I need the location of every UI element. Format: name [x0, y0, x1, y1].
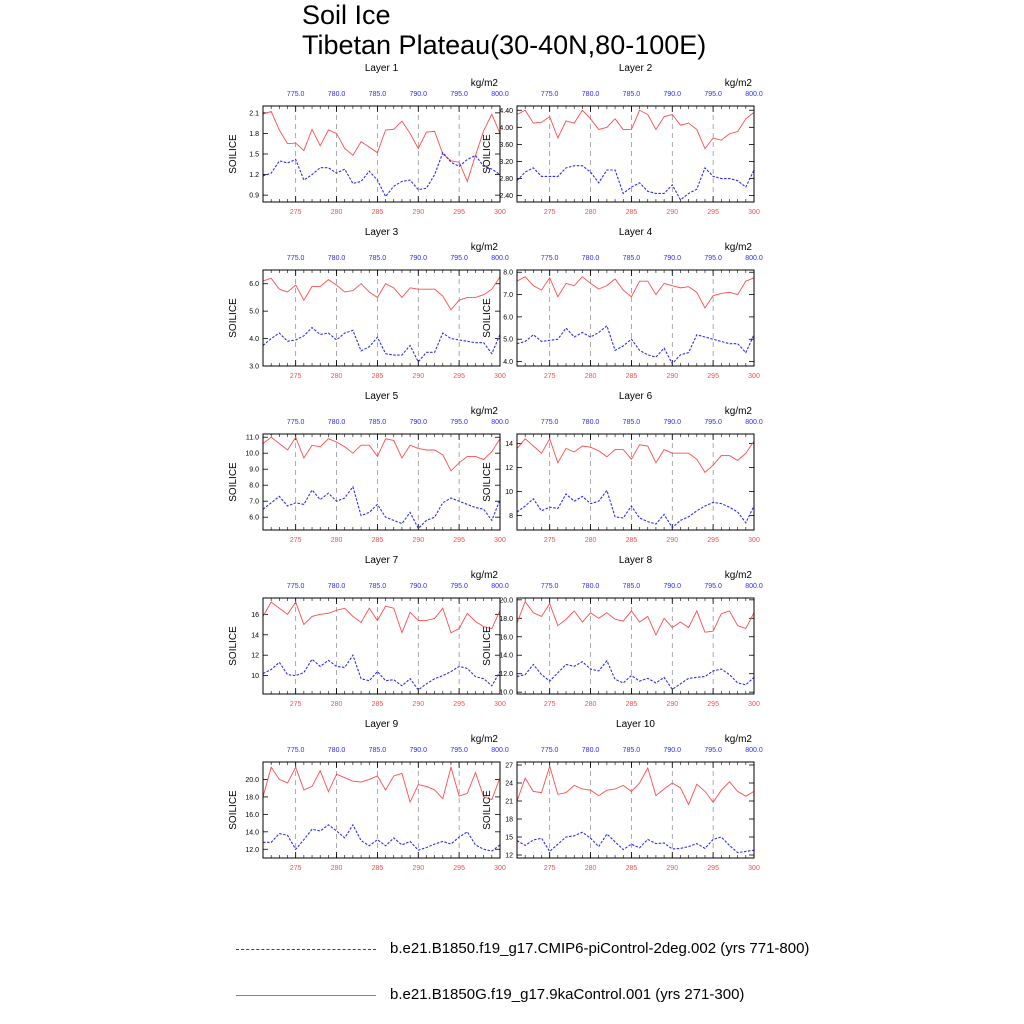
x-top-tick-label: 800.0: [745, 255, 763, 262]
x-top-tick-label: 795.0: [450, 747, 468, 754]
panel-title: Layer 9: [364, 719, 399, 730]
x-top-tick-label: 775.0: [286, 91, 305, 98]
y-tick-label: 6.0: [249, 281, 259, 289]
y-tick-label: 16: [251, 611, 259, 619]
x-tick-label: 280: [584, 865, 597, 872]
x-tick-label: 295: [453, 373, 465, 380]
panel-units: kg/m2: [724, 78, 752, 89]
x-top-tick-label: 780.0: [581, 583, 600, 590]
y-axis-label: SOILICE: [228, 462, 239, 502]
x-top-tick-label: 790.0: [663, 255, 682, 262]
x-tick-label: 275: [289, 373, 302, 380]
series-line-9kaControl: [263, 437, 500, 471]
y-tick-label: 4.40: [499, 107, 513, 115]
y-tick-label: 12.0: [245, 846, 259, 854]
series-line-piControl: [263, 655, 500, 690]
plot-frame: [263, 270, 500, 366]
x-top-tick-label: 795.0: [704, 255, 722, 262]
x-tick-label: 300: [748, 865, 760, 872]
y-axis-label: SOILICE: [228, 134, 239, 174]
panel-title: Layer 4: [618, 227, 653, 238]
x-top-tick-label: 775.0: [540, 255, 559, 262]
x-top-tick-label: 800.0: [745, 91, 763, 98]
x-tick-label: 290: [412, 373, 425, 380]
y-tick-label: 10.0: [499, 689, 513, 697]
x-top-tick-label: 780.0: [327, 747, 346, 754]
y-axis-label: SOILICE: [482, 298, 493, 338]
panel-title: Layer 1: [364, 63, 399, 74]
y-axis-label: SOILICE: [482, 134, 493, 174]
series-line-9kaControl: [517, 766, 754, 804]
series-line-piControl: [517, 661, 754, 690]
x-tick-label: 300: [494, 209, 506, 216]
series-line-9kaControl: [517, 277, 754, 308]
x-tick-label: 290: [412, 865, 425, 872]
x-top-tick-label: 790.0: [409, 91, 428, 98]
x-top-tick-label: 775.0: [540, 419, 559, 426]
x-top-tick-label: 785.0: [622, 255, 641, 262]
y-axis-label: SOILICE: [482, 790, 493, 830]
x-tick-label: 285: [371, 537, 384, 544]
y-tick-label: 14.0: [499, 652, 513, 660]
x-tick-label: 295: [453, 209, 465, 216]
x-top-tick-label: 800.0: [491, 91, 509, 98]
x-tick-label: 290: [412, 209, 425, 216]
x-tick-label: 295: [707, 537, 719, 544]
panel-title: Layer 7: [364, 555, 399, 566]
y-tick-label: 14: [505, 441, 513, 449]
x-tick-label: 280: [330, 209, 343, 216]
x-tick-label: 275: [543, 701, 556, 708]
series-line-9kaControl: [263, 111, 500, 181]
y-tick-label: 14: [251, 632, 259, 640]
y-tick-label: 5.0: [249, 308, 259, 316]
x-tick-label: 285: [625, 865, 638, 872]
x-tick-label: 290: [666, 701, 679, 708]
x-tick-label: 280: [330, 701, 343, 708]
y-tick-label: 2.40: [499, 193, 513, 201]
x-tick-label: 275: [543, 865, 556, 872]
x-tick-label: 285: [371, 865, 384, 872]
plot-frame: [263, 598, 500, 694]
y-tick-label: 6.0: [503, 314, 513, 322]
y-tick-label: 14.0: [245, 829, 259, 837]
x-tick-label: 285: [625, 373, 638, 380]
y-tick-label: 20.0: [499, 597, 513, 605]
x-top-tick-label: 800.0: [491, 747, 509, 754]
legend-blue-line: [236, 949, 376, 950]
y-tick-label: 21: [505, 798, 513, 806]
x-tick-label: 285: [625, 701, 638, 708]
x-top-tick-label: 780.0: [327, 255, 346, 262]
x-tick-label: 295: [707, 701, 719, 708]
panel-title: Layer 8: [618, 555, 653, 566]
x-tick-label: 280: [330, 373, 343, 380]
y-tick-label: 12: [251, 652, 259, 660]
x-top-tick-label: 795.0: [704, 91, 722, 98]
series-line-piControl: [517, 832, 754, 852]
panel-title: Layer 5: [364, 391, 399, 402]
x-top-tick-label: 780.0: [581, 419, 600, 426]
page-subtitle: Tibetan Plateau(30-40N,80-100E): [302, 30, 707, 60]
x-tick-label: 285: [371, 209, 384, 216]
x-tick-label: 295: [707, 209, 719, 216]
x-top-tick-label: 790.0: [409, 419, 428, 426]
x-top-tick-label: 795.0: [450, 255, 468, 262]
x-top-tick-label: 785.0: [368, 583, 387, 590]
x-tick-label: 285: [625, 537, 638, 544]
x-tick-label: 300: [494, 537, 506, 544]
x-tick-label: 300: [494, 373, 506, 380]
legend-red-line: [236, 995, 376, 996]
x-top-tick-label: 785.0: [368, 255, 387, 262]
y-tick-label: 4.0: [503, 359, 513, 367]
x-top-tick-label: 800.0: [745, 419, 763, 426]
series-line-piControl: [263, 328, 500, 362]
x-top-tick-label: 785.0: [368, 91, 387, 98]
x-top-tick-label: 775.0: [540, 583, 559, 590]
x-tick-label: 275: [289, 701, 302, 708]
x-top-tick-label: 790.0: [409, 255, 428, 262]
x-top-tick-label: 790.0: [409, 747, 428, 754]
x-tick-label: 295: [707, 865, 719, 872]
y-tick-label: 2.80: [499, 176, 513, 184]
x-top-tick-label: 775.0: [286, 419, 305, 426]
series-line-piControl: [517, 490, 754, 527]
panel-title: Layer 6: [618, 391, 653, 402]
x-top-tick-label: 785.0: [622, 747, 641, 754]
y-tick-label: 18: [505, 816, 513, 824]
x-tick-label: 295: [453, 701, 465, 708]
x-tick-label: 275: [289, 537, 302, 544]
y-tick-label: 27: [505, 762, 513, 770]
panel-units: kg/m2: [724, 570, 752, 581]
series-line-piControl: [263, 825, 500, 851]
y-tick-label: 1.8: [249, 130, 259, 138]
x-top-tick-label: 785.0: [368, 747, 387, 754]
panel-units: kg/m2: [724, 242, 752, 253]
y-tick-label: 11.0: [245, 434, 259, 442]
panel-units: kg/m2: [724, 406, 752, 417]
x-tick-label: 290: [666, 209, 679, 216]
x-top-tick-label: 795.0: [450, 583, 468, 590]
y-tick-label: 6.0: [249, 514, 259, 522]
x-tick-label: 280: [584, 537, 597, 544]
x-top-tick-label: 785.0: [622, 91, 641, 98]
x-tick-label: 300: [748, 537, 760, 544]
x-tick-label: 280: [584, 209, 597, 216]
y-axis-label: SOILICE: [482, 626, 493, 666]
y-tick-label: 1.2: [249, 172, 259, 180]
x-tick-label: 275: [543, 209, 556, 216]
x-top-tick-label: 795.0: [450, 419, 468, 426]
x-top-tick-label: 780.0: [327, 91, 346, 98]
x-top-tick-label: 775.0: [540, 747, 559, 754]
x-top-tick-label: 800.0: [491, 255, 509, 262]
x-tick-label: 300: [494, 701, 506, 708]
x-tick-label: 280: [584, 373, 597, 380]
x-tick-label: 280: [330, 537, 343, 544]
x-tick-label: 275: [289, 209, 302, 216]
x-tick-label: 275: [543, 537, 556, 544]
x-tick-label: 300: [748, 701, 760, 708]
y-axis-label: SOILICE: [228, 298, 239, 338]
panel-units: kg/m2: [470, 78, 498, 89]
x-top-tick-label: 795.0: [704, 419, 722, 426]
x-tick-label: 285: [625, 209, 638, 216]
y-tick-label: 12.0: [499, 671, 513, 679]
x-tick-label: 295: [707, 373, 719, 380]
panel-title: Layer 2: [618, 63, 653, 74]
legend-red-label: b.e21.B1850G.f19_g17.9kaControl.001 (yrs 271-300): [390, 986, 745, 1003]
y-tick-label: 12: [505, 465, 513, 473]
x-top-tick-label: 790.0: [409, 583, 428, 590]
y-tick-label: 7.0: [503, 292, 513, 300]
x-top-tick-label: 775.0: [286, 583, 305, 590]
x-tick-label: 295: [453, 537, 465, 544]
panel-units: kg/m2: [470, 406, 498, 417]
x-top-tick-label: 775.0: [540, 91, 559, 98]
x-tick-label: 300: [748, 209, 760, 216]
y-tick-label: 4.0: [249, 336, 259, 344]
x-top-tick-label: 800.0: [745, 747, 763, 754]
y-tick-label: 4.00: [499, 124, 513, 132]
y-tick-label: 24: [505, 780, 513, 788]
x-top-tick-label: 780.0: [327, 583, 346, 590]
y-tick-label: 8.0: [503, 269, 513, 277]
series-line-piControl: [517, 166, 754, 200]
x-tick-label: 290: [666, 373, 679, 380]
y-tick-label: 12: [505, 852, 513, 860]
x-top-tick-label: 790.0: [663, 419, 682, 426]
y-tick-label: 7.0: [249, 498, 259, 506]
y-tick-label: 10: [251, 673, 259, 681]
legend-blue-label: b.e21.B1850.f19_g17.CMIP6-piControl-2deg.002 (yrs 771-800): [390, 940, 810, 957]
panel-units: kg/m2: [470, 242, 498, 253]
y-tick-label: 3.0: [249, 363, 259, 371]
panel-title: Layer 3: [364, 227, 399, 238]
x-top-tick-label: 795.0: [704, 583, 722, 590]
x-tick-label: 275: [289, 865, 302, 872]
y-tick-label: 18.0: [245, 794, 259, 802]
y-tick-label: 8: [509, 513, 513, 521]
y-axis-label: SOILICE: [482, 462, 493, 502]
x-top-tick-label: 775.0: [286, 747, 305, 754]
y-tick-label: 1.5: [249, 151, 259, 159]
y-tick-label: 2.1: [249, 110, 259, 118]
y-tick-label: 5.0: [503, 336, 513, 344]
panel-units: kg/m2: [724, 734, 752, 745]
series-line-9kaControl: [263, 602, 500, 633]
panel-title: Layer 10: [616, 719, 655, 730]
x-top-tick-label: 795.0: [450, 91, 468, 98]
y-tick-label: 9.0: [249, 466, 259, 474]
x-tick-label: 295: [453, 865, 465, 872]
x-top-tick-label: 800.0: [491, 583, 509, 590]
y-axis-label: SOILICE: [228, 790, 239, 830]
y-axis-label: SOILICE: [228, 626, 239, 666]
x-tick-label: 280: [330, 865, 343, 872]
x-top-tick-label: 780.0: [581, 91, 600, 98]
x-top-tick-label: 795.0: [704, 747, 722, 754]
y-tick-label: 18.0: [499, 615, 513, 623]
panel-units: kg/m2: [470, 734, 498, 745]
x-tick-label: 290: [666, 865, 679, 872]
x-top-tick-label: 780.0: [581, 255, 600, 262]
series-line-piControl: [517, 326, 754, 364]
y-tick-label: 10: [505, 489, 513, 497]
x-tick-label: 290: [412, 701, 425, 708]
x-top-tick-label: 790.0: [663, 747, 682, 754]
x-top-tick-label: 790.0: [663, 91, 682, 98]
y-tick-label: 20.0: [245, 776, 259, 784]
x-top-tick-label: 780.0: [581, 747, 600, 754]
x-tick-label: 300: [494, 865, 506, 872]
y-tick-label: 10.0: [245, 450, 259, 458]
y-tick-label: 0.9: [249, 192, 259, 200]
series-line-9kaControl: [517, 602, 754, 635]
x-top-tick-label: 800.0: [745, 583, 763, 590]
x-tick-label: 300: [748, 373, 760, 380]
x-tick-label: 275: [543, 373, 556, 380]
y-tick-label: 15: [505, 834, 513, 842]
x-top-tick-label: 780.0: [327, 419, 346, 426]
x-tick-label: 280: [584, 701, 597, 708]
y-tick-label: 3.20: [499, 158, 513, 166]
x-top-tick-label: 775.0: [286, 255, 305, 262]
panel-units: kg/m2: [470, 570, 498, 581]
x-tick-label: 290: [412, 537, 425, 544]
y-tick-label: 3.60: [499, 141, 513, 149]
x-tick-label: 285: [371, 701, 384, 708]
x-top-tick-label: 785.0: [368, 419, 387, 426]
series-line-9kaControl: [517, 110, 754, 148]
x-top-tick-label: 800.0: [491, 419, 509, 426]
x-top-tick-label: 785.0: [622, 419, 641, 426]
y-tick-label: 16.0: [499, 634, 513, 642]
x-top-tick-label: 790.0: [663, 583, 682, 590]
series-line-piControl: [263, 487, 500, 529]
x-tick-label: 285: [371, 373, 384, 380]
y-tick-label: 8.0: [249, 482, 259, 490]
y-tick-label: 16.0: [245, 811, 259, 819]
series-line-9kaControl: [517, 439, 754, 473]
page-title: Soil Ice: [302, 0, 391, 30]
series-line-9kaControl: [263, 767, 500, 802]
series-line-9kaControl: [263, 277, 500, 310]
x-top-tick-label: 785.0: [622, 583, 641, 590]
x-tick-label: 290: [666, 537, 679, 544]
